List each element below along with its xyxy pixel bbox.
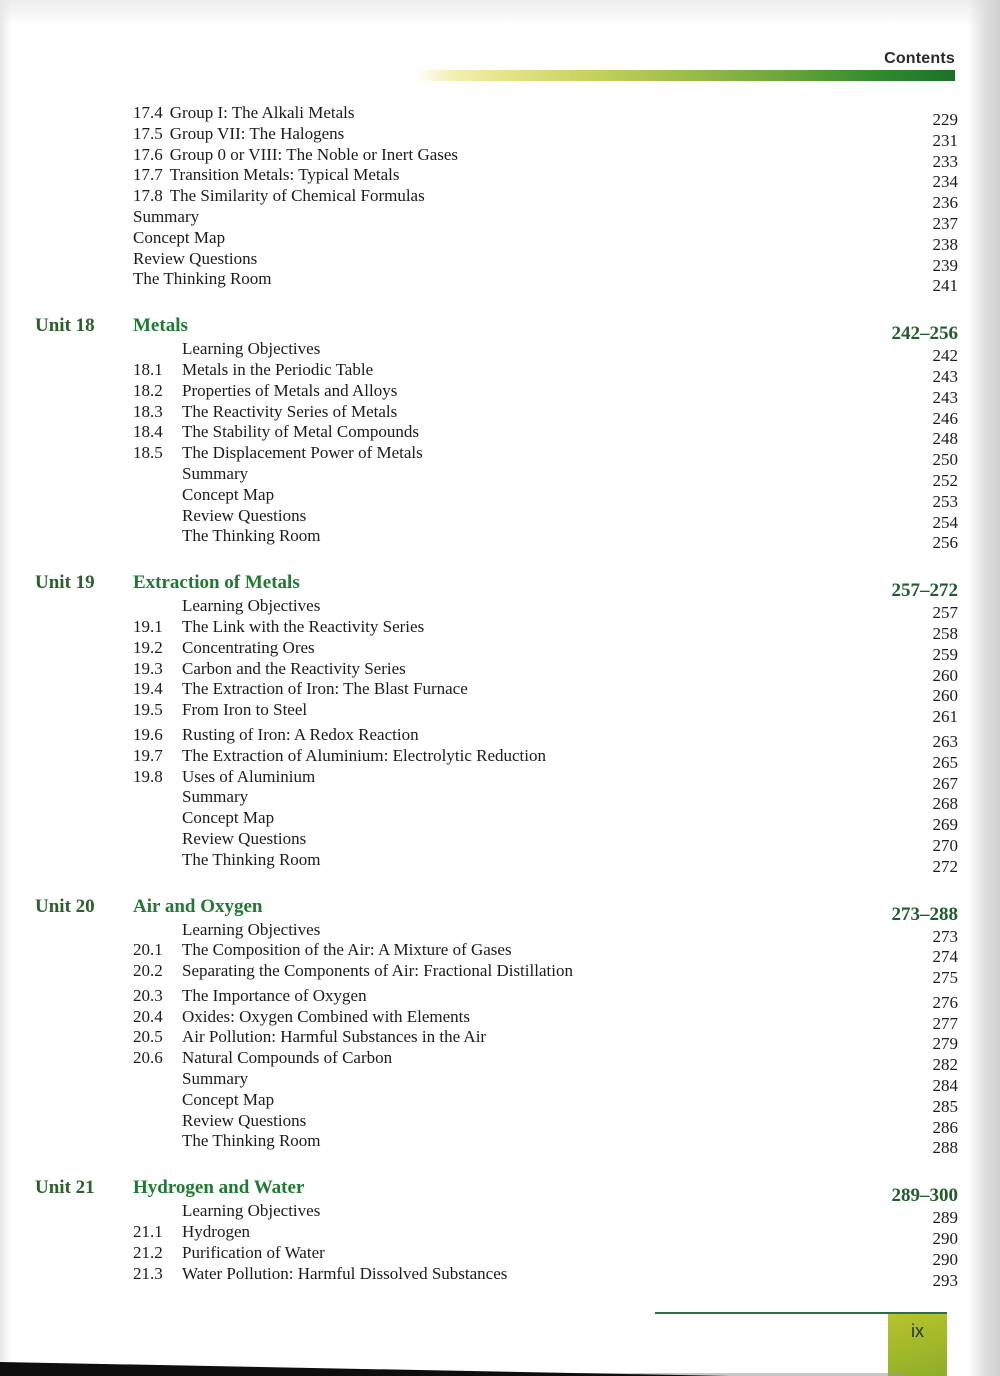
toc-entry (133, 422, 958, 449)
entry-number (133, 596, 182, 617)
entry-page-number: 261 (932, 707, 958, 727)
entry-title: Properties of Metals and Alloys (182, 380, 398, 400)
toc-entry (133, 1201, 958, 1228)
toc-entry (133, 961, 958, 988)
entry-number: 18.5 (133, 443, 163, 463)
toc-entry (133, 616, 958, 643)
entry-page-number: 288 (932, 1138, 958, 1158)
entry-page-number: 285 (932, 1096, 958, 1116)
entry-page-number: 274 (932, 947, 958, 967)
entry-title: Concept Map (182, 1089, 275, 1109)
toc-entry (133, 745, 958, 772)
entry-number: 19.4 (133, 679, 163, 699)
toc-entry (133, 766, 958, 793)
entry-page-number: 267 (932, 773, 958, 793)
entry-number: 20.3 (133, 985, 163, 1005)
entry-page-number: 250 (932, 450, 958, 470)
entry-page-number: 256 (932, 533, 958, 553)
entry-number: 19.7 (133, 745, 163, 765)
entry-page-number: 233 (932, 151, 958, 171)
entry-title: Learning Objectives (182, 919, 321, 939)
entry-page-number: 241 (932, 276, 958, 296)
toc-entry (133, 1110, 958, 1137)
entry-title: Review Questions (182, 505, 307, 525)
entry-number (133, 506, 182, 527)
entry-number: 20.6 (133, 1048, 163, 1068)
entry-page-number: 231 (932, 130, 958, 150)
entry-title: The Importance of Oxygen (182, 985, 367, 1005)
toc-entry (133, 443, 958, 470)
entry-number: 17.4 (133, 103, 163, 122)
entry-title: The Displacement Power of Metals (182, 443, 423, 463)
unit-heading-row (35, 895, 958, 925)
entry-page-number: 279 (932, 1034, 958, 1054)
entry-page-number: 273 (932, 926, 958, 946)
entry-title: The Reactivity Series of Metals (182, 401, 398, 421)
footer-page-box (888, 1314, 947, 1376)
entry-title: Learning Objectives (182, 596, 321, 616)
entry-title: Purification of Water (182, 1242, 325, 1262)
toc-entry (133, 679, 958, 706)
entry-page-number: 242 (932, 346, 958, 366)
toc-entry (133, 724, 958, 751)
entry-number: 18.2 (133, 380, 163, 400)
toc-section (35, 572, 958, 876)
toc-entry (133, 380, 958, 407)
entry-title: The Thinking Room (182, 849, 321, 869)
entry-number (133, 920, 182, 941)
unit-page-range: 242–256 (891, 323, 958, 345)
entry-number: 21.3 (133, 1263, 163, 1283)
toc-entry (133, 248, 958, 275)
entry-number: 21.1 (133, 1222, 163, 1242)
entry-title: Concept Map (182, 808, 275, 828)
entry-number (133, 464, 182, 485)
entry-title: The Thinking Room (182, 1131, 321, 1151)
entry-number (133, 526, 182, 547)
entry-page-number: 284 (932, 1076, 958, 1096)
entry-title: Rusting of Iron: A Redox Reaction (182, 724, 419, 744)
toc-entry (133, 1069, 958, 1096)
toc-entry (133, 1242, 958, 1269)
page-header-title: Contents (884, 50, 955, 67)
toc-entry (133, 463, 958, 490)
toc-entry (133, 700, 958, 727)
unit-heading-row (35, 572, 958, 602)
toc-entry (133, 1222, 958, 1249)
entry-number (133, 808, 182, 829)
toc-entry (133, 144, 958, 171)
toc-section (35, 895, 958, 1158)
entry-title: Concept Map (133, 227, 226, 247)
entry-number (133, 1069, 182, 1090)
entry-page-number: 259 (932, 644, 958, 664)
scan-shadow-corner (0, 1362, 730, 1376)
entry-page-number: 253 (932, 491, 958, 511)
toc-entry (133, 103, 958, 129)
unit-label: Unit 19 (35, 572, 95, 594)
entry-number: 20.5 (133, 1027, 163, 1047)
unit-label: Unit 20 (35, 895, 95, 917)
entry-number (133, 1111, 182, 1132)
entry-title: Metals in the Periodic Table (182, 359, 374, 379)
entry-number: 17.5 (133, 123, 163, 143)
toc-entry (133, 526, 958, 553)
entry-number: 18.4 (133, 422, 163, 442)
entry-number: 19.5 (133, 700, 163, 720)
entry-number: 21.2 (133, 1242, 163, 1262)
toc-entry (133, 1131, 958, 1158)
header-gradient-bar (415, 70, 955, 81)
entry-number: 19.6 (133, 724, 163, 744)
entry-title: Uses of Aluminium (182, 766, 316, 786)
entry-page-number: 260 (932, 686, 958, 706)
entry-page-number: 252 (932, 470, 958, 490)
entry-page-number: 263 (932, 731, 958, 751)
entry-title: Summary (182, 463, 249, 483)
entry-number (133, 485, 182, 506)
toc-entry (133, 596, 958, 623)
toc-entry (133, 985, 958, 1012)
toc-entry (133, 401, 958, 428)
entry-title: Concept Map (182, 484, 275, 504)
entry-page-number: 265 (932, 752, 958, 772)
toc-entry (133, 828, 958, 855)
toc-entry (133, 787, 958, 814)
entry-title: Learning Objectives (182, 339, 321, 359)
entry-page-number: 290 (932, 1229, 958, 1249)
scan-edge-right (968, 0, 1000, 1376)
entry-title: Learning Objectives (182, 1201, 321, 1221)
entry-page-number: 239 (932, 255, 958, 275)
toc-section (35, 315, 958, 553)
entry-title: Concentrating Ores (182, 637, 315, 657)
entry-number: 17.6 (133, 144, 163, 164)
entry-title: From Iron to Steel (182, 700, 308, 720)
entry-page-number: 248 (932, 429, 958, 449)
entry-number: 19.8 (133, 766, 163, 786)
entry-number: 19.1 (133, 616, 163, 636)
entry-page-number: 254 (932, 512, 958, 532)
entry-number (133, 829, 182, 850)
entry-page-number: 258 (932, 623, 958, 643)
entry-title: The Thinking Room (182, 526, 321, 546)
toc-entry (133, 123, 958, 150)
entry-page-number: 229 (932, 110, 958, 129)
entry-number (133, 850, 182, 871)
entry-page-number: 243 (932, 366, 958, 386)
entry-title: Summary (133, 206, 200, 226)
toc-entry (133, 919, 958, 946)
entry-number: 18.3 (133, 401, 163, 421)
unit-page-range: 257–272 (891, 580, 958, 602)
entry-page-number: 237 (932, 213, 958, 233)
entry-page-number: 282 (932, 1055, 958, 1075)
entry-title: Group I: The Alkali Metals (169, 103, 355, 122)
entry-page-number: 293 (932, 1270, 958, 1290)
entry-title: The Composition of the Air: A Mixture of Gases (182, 940, 512, 960)
entry-number: 19.2 (133, 637, 163, 657)
entry-title: Air Pollution: Harmful Substances in the Air (182, 1027, 487, 1047)
toc-entry (133, 658, 958, 685)
entry-list (35, 1201, 958, 1290)
toc-entry (133, 484, 958, 511)
entry-page-number: 260 (932, 665, 958, 685)
entry-page-number: 238 (932, 234, 958, 254)
entry-page-number: 272 (932, 856, 958, 876)
entry-title: Natural Compounds of Carbon (182, 1048, 393, 1068)
entry-title: Group 0 or VIII: The Noble or Inert Gases (169, 144, 459, 164)
entry-page-number: 290 (932, 1249, 958, 1269)
unit-title: Hydrogen and Water (133, 1177, 305, 1199)
unit-title: Metals (133, 315, 188, 337)
unit-heading-row (35, 315, 958, 345)
entry-title: Review Questions (133, 248, 258, 268)
entry-title: Review Questions (182, 828, 307, 848)
entry-page-number: 236 (932, 193, 958, 213)
entry-title: Review Questions (182, 1110, 307, 1130)
entry-title: Water Pollution: Harmful Dissolved Substances (182, 1263, 508, 1283)
entry-title: The Extraction of Aluminium: Electrolytic Reduction (182, 745, 546, 765)
entry-title: Transition Metals: Typical Metals (169, 165, 400, 185)
toc-entry (133, 269, 958, 296)
entry-title: The Thinking Room (133, 269, 272, 289)
entry-page-number: 243 (932, 387, 958, 407)
entry-page-number: 234 (932, 172, 958, 192)
entry-page-number: 246 (932, 408, 958, 428)
unit-label: Unit 18 (35, 315, 95, 337)
toc-entry (133, 206, 958, 233)
toc-entry (133, 940, 958, 967)
entry-number: 20.1 (133, 940, 163, 960)
entry-number: 17.7 (133, 165, 163, 185)
toc-section (35, 1177, 958, 1290)
entry-list (35, 103, 958, 296)
toc-entry (133, 505, 958, 532)
entry-title: Group VII: The Halogens (169, 123, 345, 143)
entry-number (133, 339, 182, 360)
toc-entry (133, 637, 958, 664)
entry-page-number: 270 (932, 835, 958, 855)
entry-page-number: 286 (932, 1117, 958, 1137)
table-of-contents (35, 103, 958, 1290)
entry-number: 17.8 (133, 186, 163, 206)
entry-page-number: 276 (932, 992, 958, 1012)
unit-title: Extraction of Metals (133, 572, 300, 594)
entry-title: Separating the Components of Air: Fractional Distillation (182, 961, 573, 981)
toc-entry (133, 1263, 958, 1290)
toc-entry (133, 339, 958, 366)
toc-section (35, 103, 958, 296)
entry-page-number: 277 (932, 1013, 958, 1033)
entry-title: Summary (182, 787, 249, 807)
entry-title: Hydrogen (182, 1222, 250, 1242)
entry-number: 20.2 (133, 961, 163, 981)
toc-entry (133, 1006, 958, 1033)
entry-title: Carbon and the Reactivity Series (182, 658, 406, 678)
footer-page-number: ix (911, 1321, 924, 1341)
entry-number (133, 1090, 182, 1111)
entry-number: 20.4 (133, 1006, 163, 1026)
entry-title: The Stability of Metal Compounds (182, 422, 420, 442)
entry-title: The Link with the Reactivity Series (182, 616, 425, 636)
toc-entry (133, 1027, 958, 1054)
entry-list (35, 919, 958, 1158)
toc-entry (133, 808, 958, 835)
toc-entry (133, 1048, 958, 1075)
unit-page-range: 289–300 (891, 1185, 958, 1207)
entry-page-number: 269 (932, 815, 958, 835)
entry-number (133, 1201, 182, 1222)
entry-title: The Extraction of Iron: The Blast Furnace (182, 679, 468, 699)
toc-entry (133, 186, 958, 213)
entry-page-number: 257 (932, 603, 958, 623)
toc-entry (133, 165, 958, 192)
entry-number: 18.1 (133, 359, 163, 379)
entry-page-number: 275 (932, 968, 958, 988)
toc-entry (133, 849, 958, 876)
unit-heading-row (35, 1177, 958, 1207)
toc-entry (133, 359, 958, 386)
entry-page-number: 289 (932, 1208, 958, 1228)
toc-entry (133, 227, 958, 254)
scan-edge-top (0, 0, 1000, 26)
toc-entry (133, 1089, 958, 1116)
entry-list (35, 339, 958, 553)
entry-title: The Similarity of Chemical Formulas (169, 186, 425, 206)
entry-title: Summary (182, 1069, 249, 1089)
entry-number (133, 1131, 182, 1152)
entry-number: 19.3 (133, 658, 163, 678)
unit-label: Unit 21 (35, 1177, 95, 1199)
entry-number (133, 787, 182, 808)
scan-edge-left (0, 0, 11, 1376)
unit-page-range: 273–288 (891, 903, 958, 925)
entry-page-number: 268 (932, 794, 958, 814)
entry-title: Oxides: Oxygen Combined with Elements (182, 1006, 471, 1026)
entry-list (35, 596, 958, 876)
unit-title: Air and Oxygen (133, 895, 263, 917)
